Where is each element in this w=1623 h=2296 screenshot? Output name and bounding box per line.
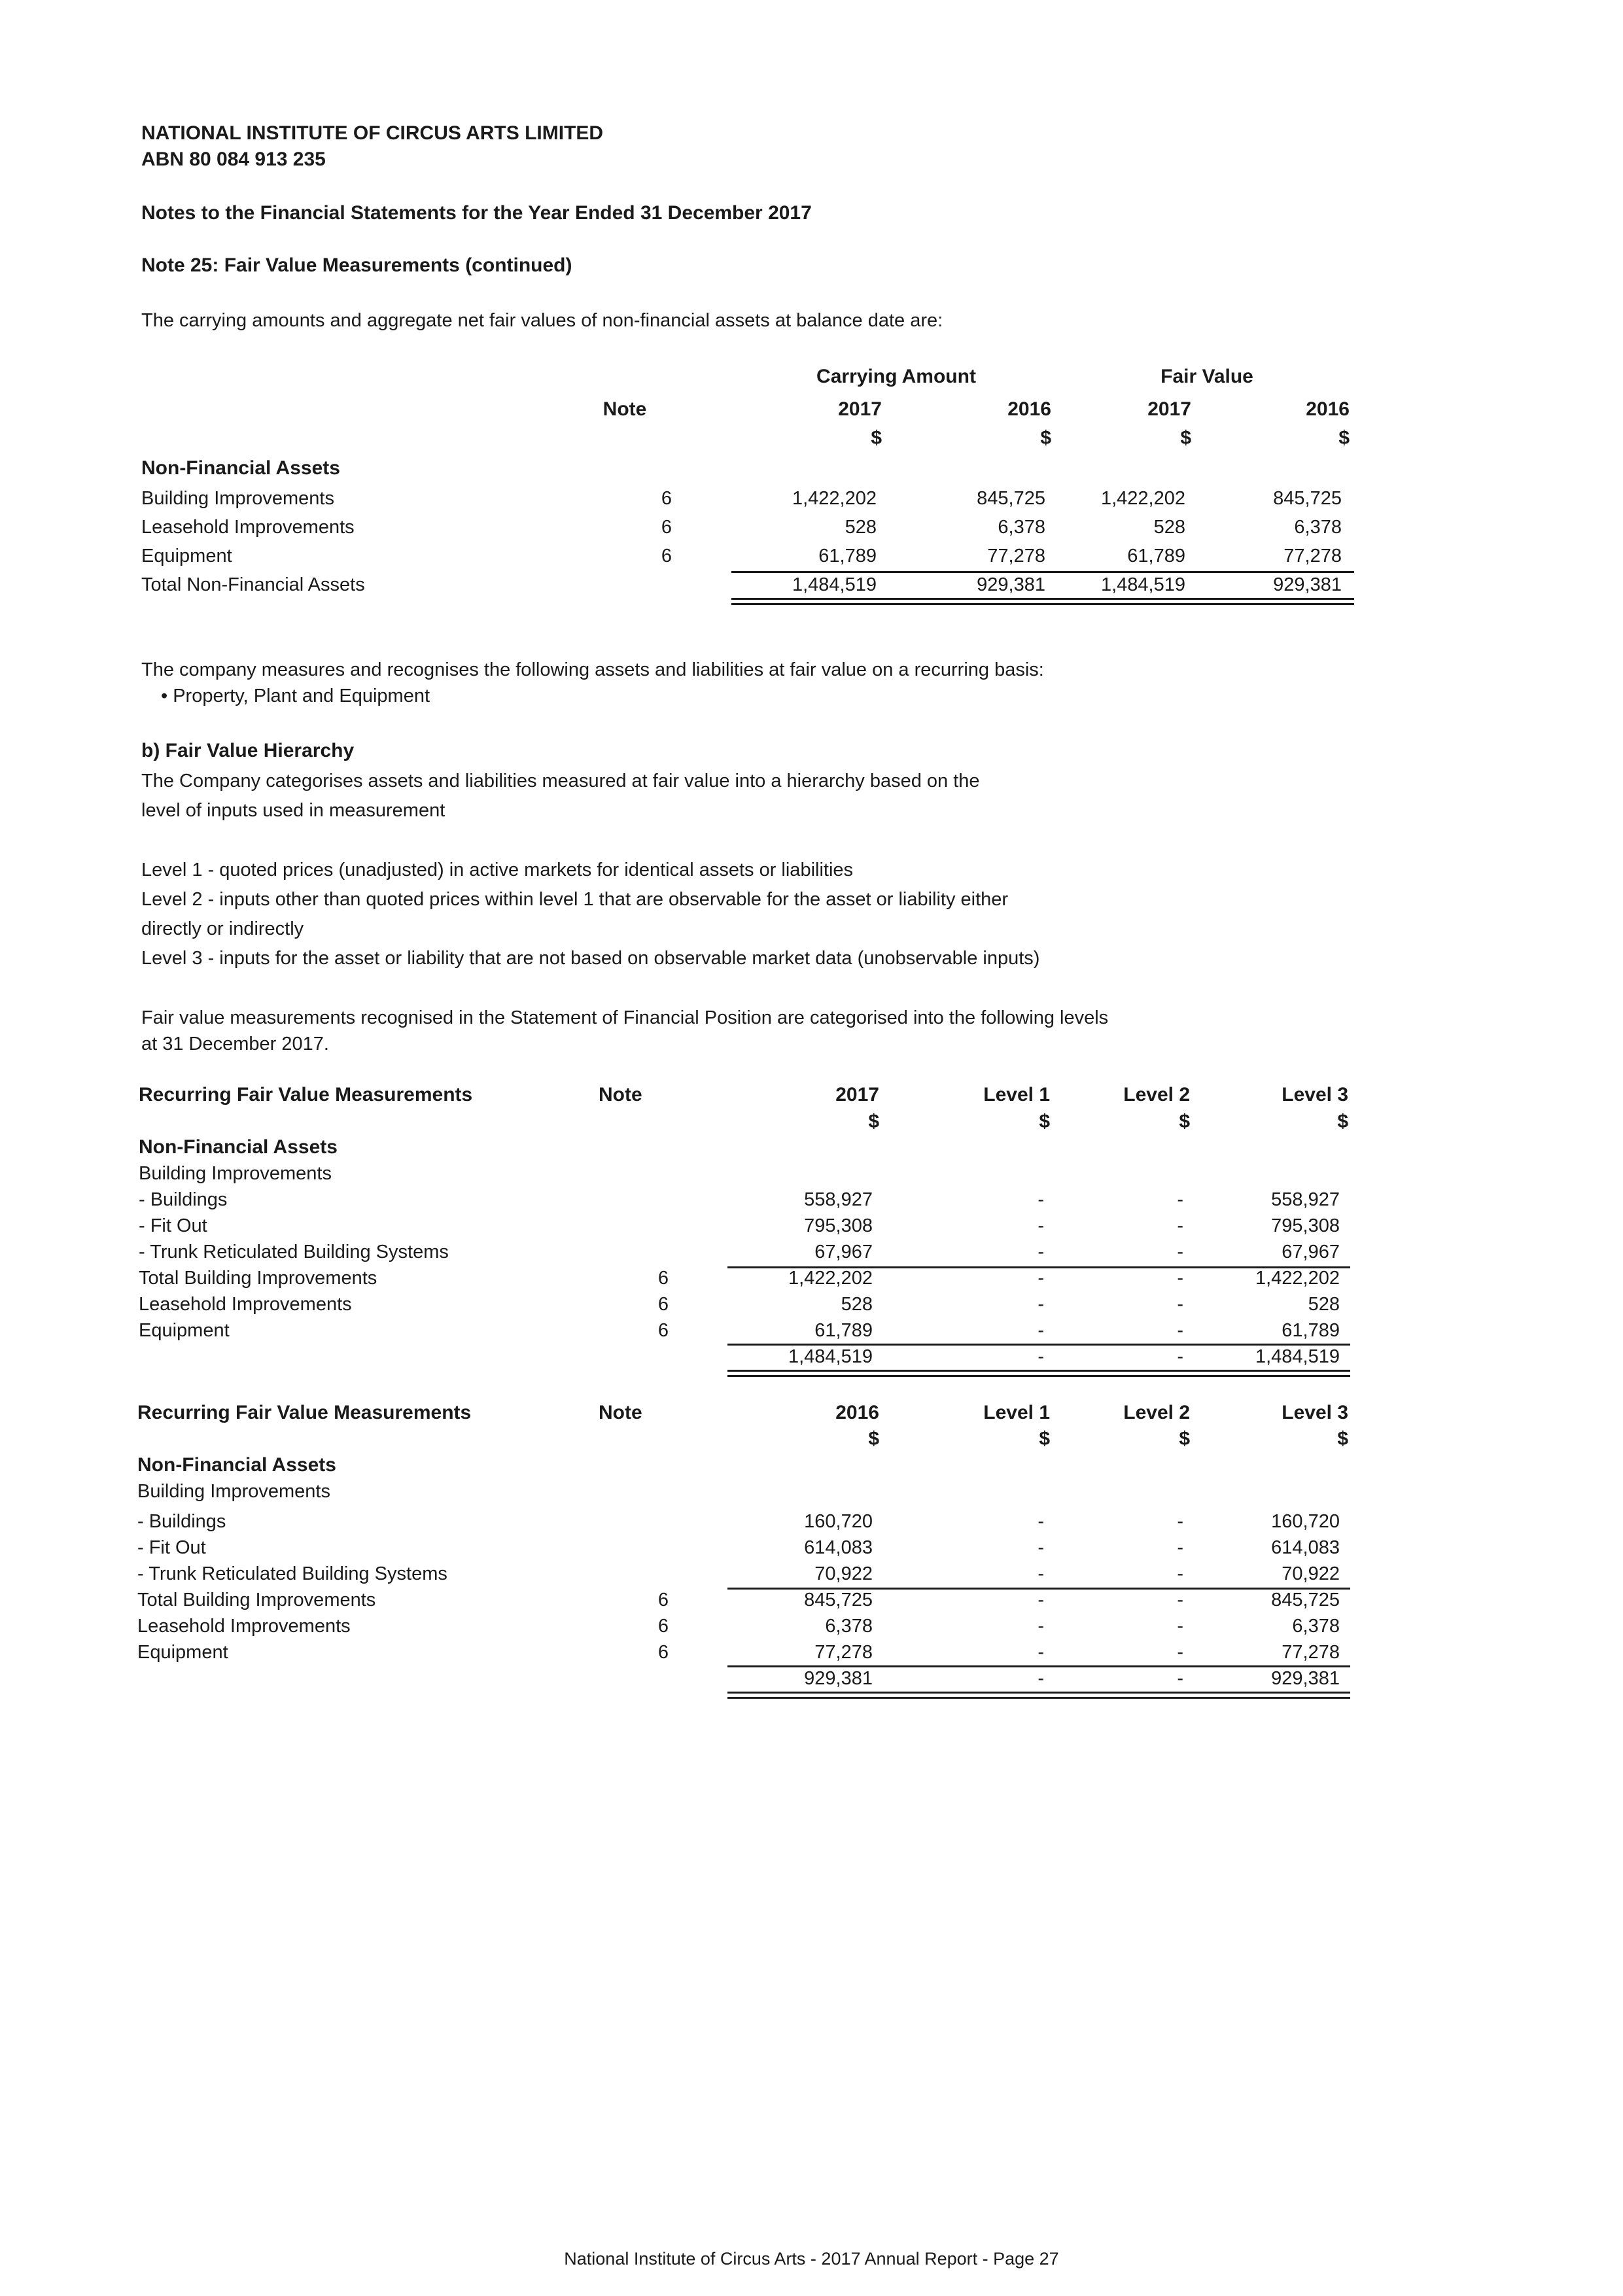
levels-para-1: Fair value measurements recognised in the Statement of Financial Position are categorised into the following levels [141, 1007, 1109, 1028]
t2017-currency-3: $ [1179, 1111, 1190, 1132]
t2017-currency-1: $ [868, 1111, 879, 1132]
t1-total-rule-bottom [731, 603, 1354, 605]
recurring-text: The company measures and recognises the following assets and liabilities at fair value on a recurring basis: [141, 659, 1044, 680]
t2017-section-label: Non-Financial Assets [139, 1136, 338, 1158]
levels-para-2: at 31 December 2017. [141, 1034, 329, 1054]
t2017-total-rule-bottom [727, 1375, 1350, 1377]
t2017-col-level-1: Level 1 [983, 1084, 1050, 1105]
level-3-text: Level 3 - inputs for the asset or liability that are not based on observable market data (unobservable inputs) [141, 948, 1040, 969]
t1-currency-3: $ [1180, 427, 1191, 449]
t1-currency-4: $ [1338, 427, 1350, 449]
t2016-subsection-label: Building Improvements [137, 1481, 330, 1502]
t1-section-label: Non-Financial Assets [141, 457, 340, 479]
level-1-text: Level 1 - quoted prices (unadjusted) in active markets for identical assets or liabilities [141, 860, 854, 880]
t2016-title: Recurring Fair Value Measurements [137, 1402, 472, 1423]
note-title: Note 25: Fair Value Measurements (continued) [141, 254, 572, 276]
t2017-col-level-3: Level 3 [1282, 1084, 1348, 1105]
t1-currency-1: $ [871, 427, 882, 449]
t2016-currency-2: $ [1039, 1428, 1050, 1450]
t2017-total-rule-top [727, 1370, 1350, 1372]
note-column-header: Note [602, 398, 647, 420]
hierarchy-para-2: level of inputs used in measurement [141, 800, 445, 821]
t2016-col-level-2: Level 2 [1123, 1402, 1190, 1423]
t1-total-rule-top [731, 598, 1354, 600]
t1-year-col-3: 2017 [1147, 398, 1191, 420]
t2017-currency-4: $ [1337, 1111, 1348, 1132]
t2017-title: Recurring Fair Value Measurements [139, 1084, 473, 1105]
fair-value-header: Fair Value [1161, 366, 1253, 387]
intro-text: The carrying amounts and aggregate net fair values of non-financial assets at balance date are: [141, 310, 943, 331]
carrying-amount-header: Carrying Amount [816, 366, 976, 387]
org-name: NATIONAL INSTITUTE OF CIRCUS ARTS LIMITED [141, 122, 604, 144]
abn: ABN 80 084 913 235 [141, 148, 326, 170]
t1-year-col-1: 2017 [838, 398, 882, 420]
t2016-total-rule-bottom [727, 1697, 1350, 1699]
t2016-col-level-3: Level 3 [1282, 1402, 1348, 1423]
recurring-bullet: • Property, Plant and Equipment [161, 686, 430, 706]
t1-currency-2: $ [1040, 427, 1051, 449]
page-footer: National Institute of Circus Arts - 2017 Annual Report - Page 27 [564, 2249, 1059, 2269]
t2017-subsection-label: Building Improvements [139, 1163, 332, 1184]
t1-year-col-2: 2016 [1007, 398, 1051, 420]
t1-year-col-4: 2016 [1306, 398, 1350, 420]
t2016-currency-4: $ [1337, 1428, 1348, 1450]
t2017-currency-2: $ [1039, 1111, 1050, 1132]
t2016-note-header: Note [599, 1402, 642, 1423]
t2017-note-header: Note [599, 1084, 642, 1105]
t2016-col-level-1: Level 1 [983, 1402, 1050, 1423]
t2016-total-rule-top [727, 1692, 1350, 1694]
level-2-text: Level 2 - inputs other than quoted prices within level 1 that are observable for the asset or liability either [141, 889, 1009, 910]
t2016-section-label: Non-Financial Assets [137, 1454, 336, 1476]
t2016-currency-1: $ [868, 1428, 879, 1450]
t2016-col-year: 2016 [835, 1402, 879, 1423]
t2017-col-level-2: Level 2 [1123, 1084, 1190, 1105]
level-2-text-cont: directly or indirectly [141, 918, 304, 939]
hierarchy-heading: b) Fair Value Hierarchy [141, 740, 355, 761]
t2017-col-year: 2017 [835, 1084, 879, 1105]
notes-title: Notes to the Financial Statements for the Year Ended 31 December 2017 [141, 202, 812, 224]
t2016-currency-3: $ [1179, 1428, 1190, 1450]
hierarchy-para-1: The Company categorises assets and liabilities measured at fair value into a hierarchy based on the [141, 771, 980, 791]
